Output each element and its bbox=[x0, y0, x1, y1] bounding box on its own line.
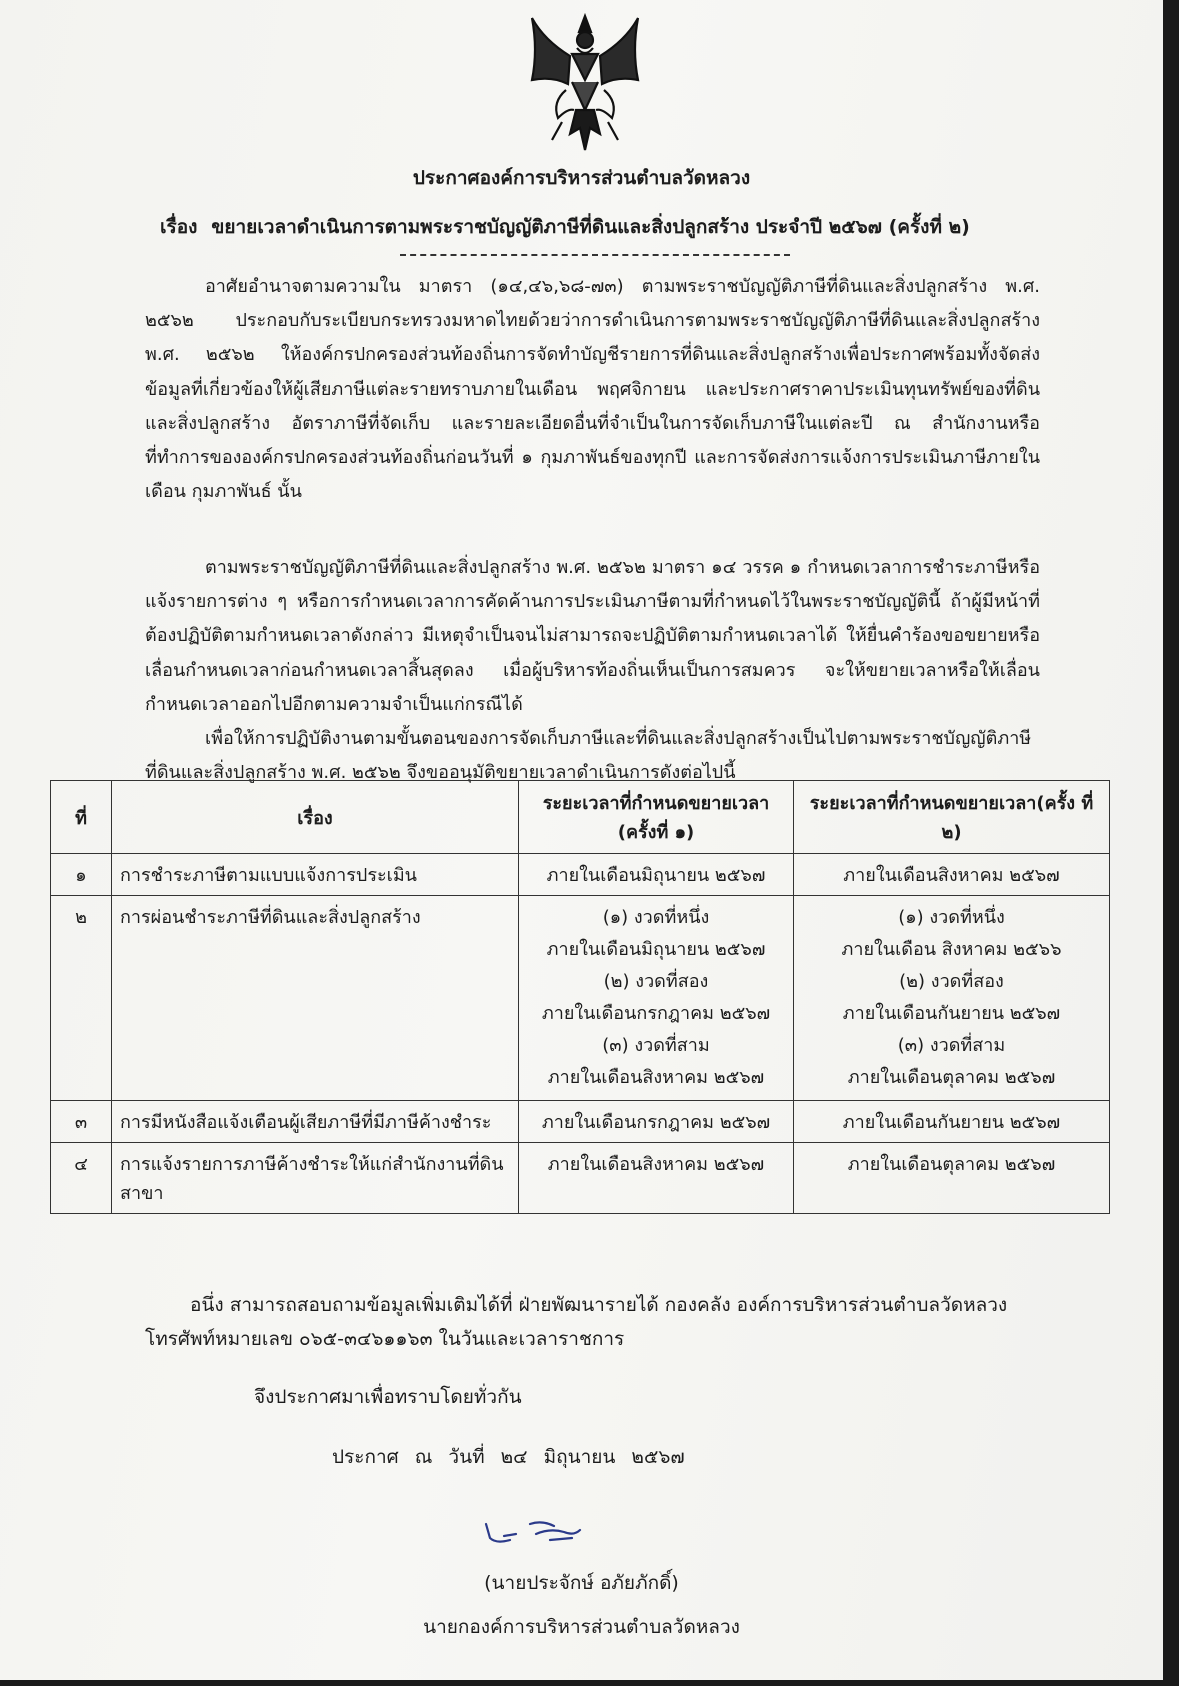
signer-position: นายกองค์การบริหารส่วนตำบลวัดหลวง bbox=[423, 1616, 740, 1638]
installment-line: (๒) งวดที่สอง bbox=[603, 971, 709, 992]
row-subject: การมีหนังสือแจ้งเตือนผู้เสียภาษีที่มีภาษีค้างชำระ bbox=[112, 1101, 519, 1143]
subject-text: ขยายเวลาดำเนินการตามพระราชบัญญัติภาษีที่ดินและสิ่งปลูกสร้าง ประจำปี ๒๕๖๗ (ครั้งที่ ๒) bbox=[211, 216, 970, 238]
installment-line: ภายในเดือนสิงหาคม ๒๕๖๗ bbox=[547, 1067, 765, 1088]
paragraph-approval-text: เพื่อให้การปฏิบัติงานตามขั้นตอนของการจัดเก็บภาษีและที่ดินและสิ่งปลูกสร้างเป็นไปตามพระราชบัญญัติภาษีที่ดินและสิ่งปลูกสร้าง พ.ศ. ๒๕๖๒ จึงขออนุมัติขยายเวลาดำเนินการดังต่อไปนี้ bbox=[145, 728, 1032, 784]
paragraph-section14-text: ตามพระราชบัญญัติภาษีที่ดินและสิ่งปลูกสร้าง พ.ศ. ๒๕๖๒ มาตรา ๑๔ วรรค ๑ กำหนดเวลาการชำระภาษีหรือแจ้งรายการต่าง ๆ หรือการกำหนดเวลาการคัดค้านการประเมินภาษีตามที่กำหนดไว้ในพระราชบัญญัตินี้ ถ้าผู้มีหน้าที่ต้องปฏิบัติตามกำหนดเวลาดังกล่าว มีเหตุจำเป็นจนไม่สามารถจะปฏิบัติตามกำหนดเวลาได้ ให้ยื่นคำร้องขอขยายหรือเลื่อนกำหนดเวลาก่อนกำหนดเวลาสิ้นสุดลง เมื่อผู้บริหารท้องถิ่นเห็นเป็นการสมควร จะให้ขยายเวลาหรือให้เลื่อนกำหนดเวลาออกไปอีกตามความจำเป็นแก่กรณีได้ bbox=[145, 557, 1041, 715]
handwritten-signature bbox=[480, 1510, 600, 1550]
contact-info-line2: โทรศัพท์หมายเลข ๐๖๕-๓๔๖๑๑๖๓ ในวันและเวลาราชการ bbox=[145, 1328, 625, 1350]
contact-info-line1: อนึ่ง สามารถสอบถามข้อมูลเพิ่มเติมได้ที่ ฝ่ายพัฒนารายได้ กองคลัง องค์การบริหารส่วนตำบลวัดหลวง bbox=[190, 1294, 1008, 1316]
row-first-extension bbox=[519, 896, 794, 1101]
table-header-row bbox=[51, 781, 1110, 854]
installment-line: ภายในเดือนมิถุนายน ๒๕๖๗ bbox=[546, 939, 766, 960]
row-subject: การชำระภาษีตามแบบแจ้งการประเมิน bbox=[112, 854, 519, 896]
row-no: ๒ bbox=[51, 896, 112, 1101]
installment-line: ภายในเดือนตุลาคม ๒๕๖๗ bbox=[847, 1067, 1056, 1088]
row-no: ๓ bbox=[51, 1101, 112, 1143]
subject-line bbox=[160, 212, 970, 242]
row-second-extension bbox=[794, 896, 1110, 1101]
table-row bbox=[51, 896, 1110, 1101]
row-first-extension: ภายในเดือนสิงหาคม ๒๕๖๗ bbox=[519, 1143, 794, 1214]
installment-line: (๒) งวดที่สอง bbox=[899, 971, 1004, 992]
row-no: ๔ bbox=[51, 1143, 112, 1214]
table-row bbox=[51, 854, 1110, 896]
row-first-extension: ภายในเดือนกรกฎาคม ๒๕๖๗ bbox=[519, 1101, 794, 1143]
announcement-date: ประกาศ ณ วันที่ ๒๔ มิถุนายน ๒๕๖๗ bbox=[332, 1446, 685, 1468]
paragraph-section14 bbox=[145, 551, 1040, 722]
garuda-emblem bbox=[522, 10, 648, 160]
header-second-extension: ระยะเวลาที่กำหนดขยายเวลา(ครั้ง ที่ ๒) bbox=[794, 781, 1110, 854]
row-second-extension: ภายในเดือนกันยายน ๒๕๖๗ bbox=[794, 1101, 1110, 1143]
subject-label: เรื่อง bbox=[160, 216, 198, 238]
installment-line: ภายในเดือนกันยายน ๒๕๖๗ bbox=[842, 1003, 1061, 1024]
installment-line: (๓) งวดที่สาม bbox=[602, 1035, 710, 1056]
row-first-extension: ภายในเดือนมิถุนายน ๒๕๖๗ bbox=[519, 854, 794, 896]
installment-line: (๑) งวดที่หนึ่ง bbox=[602, 907, 710, 928]
header-no: ที่ bbox=[51, 781, 112, 854]
paragraph-authority-text: อาศัยอำนาจตามความใน มาตรา (๑๔,๔๖,๖๘-๗๓) ตามพระราชบัญญัติภาษีที่ดินและสิ่งปลูกสร้าง พ.ศ. ๒๕๖๒ ประกอบกับระเบียบกระทรวงมหาดไทยด้วยว่าการดำเนินการตามพระราชบัญญัติภาษีที่ดินและสิ่งปลูกสร้าง พ.ศ. ๒๕๖๒ ให้องค์กรปกครองส่วนท้องถิ่นการจัดทำบัญชีรายการที่ดินและสิ่งปลูกสร้างเพื่อประกาศพร้อมทั้งจัดส่งข้อมูลที่เกี่ยวข้องให้ผู้เสียภาษีแต่ละรายทราบภายในเดือน พฤศจิกายน และประกาศราคาประเมินทุนทรัพย์ของที่ดินและสิ่งปลูกสร้าง อัตราภาษีที่จัดเก็บ และรายละเอียดอื่นที่จำเป็นในการจัดเก็บภาษีในแต่ละปี ณ สำนักงานหรือที่ทำการขององค์กรปกครองส่วนท้องถิ่นก่อนวันที่ ๑ กุมภาพันธ์ของทุกปี และการจัดส่งการแจ้งการประเมินภาษีภายในเดือน กุมภาพันธ์ นั้น bbox=[145, 276, 1040, 503]
installment-line: (๑) งวดที่หนึ่ง bbox=[898, 907, 1005, 928]
row-second-extension: ภายในเดือนสิงหาคม ๒๕๖๗ bbox=[794, 854, 1110, 896]
installment-line: (๓) งวดที่สาม bbox=[897, 1035, 1006, 1056]
row-no: ๑ bbox=[51, 854, 112, 896]
row-subject: การผ่อนชำระภาษีที่ดินและสิ่งปลูกสร้าง bbox=[112, 896, 519, 1101]
paragraph-authority bbox=[145, 270, 1040, 509]
header-subject: เรื่อง bbox=[112, 781, 519, 854]
installment-line: ภายในเดือนกรกฎาคม ๒๕๖๗ bbox=[541, 1003, 771, 1024]
title-divider bbox=[400, 254, 790, 256]
signer-name: (นายประจักษ์ อภัยภักดิ์) bbox=[484, 1572, 679, 1594]
proclamation-text: จึงประกาศมาเพื่อทราบโดยทั่วกัน bbox=[254, 1386, 522, 1408]
header-first-extension: ระยะเวลาที่กำหนดขยายเวลา (ครั้งที่ ๑) bbox=[519, 781, 794, 854]
extension-schedule-table bbox=[50, 780, 1110, 1214]
announcement-title: ประกาศองค์การบริหารส่วนตำบลวัดหลวง bbox=[412, 167, 751, 189]
table-row bbox=[51, 1101, 1110, 1143]
table-row bbox=[51, 1143, 1110, 1214]
row-subject: การแจ้งรายการภาษีค้างชำระให้แก่สำนักงานที่ดินสาขา bbox=[112, 1143, 519, 1214]
installment-line: ภายในเดือน สิงหาคม ๒๕๖๖ bbox=[841, 939, 1062, 960]
row-second-extension: ภายในเดือนตุลาคม ๒๕๖๗ bbox=[794, 1143, 1110, 1214]
